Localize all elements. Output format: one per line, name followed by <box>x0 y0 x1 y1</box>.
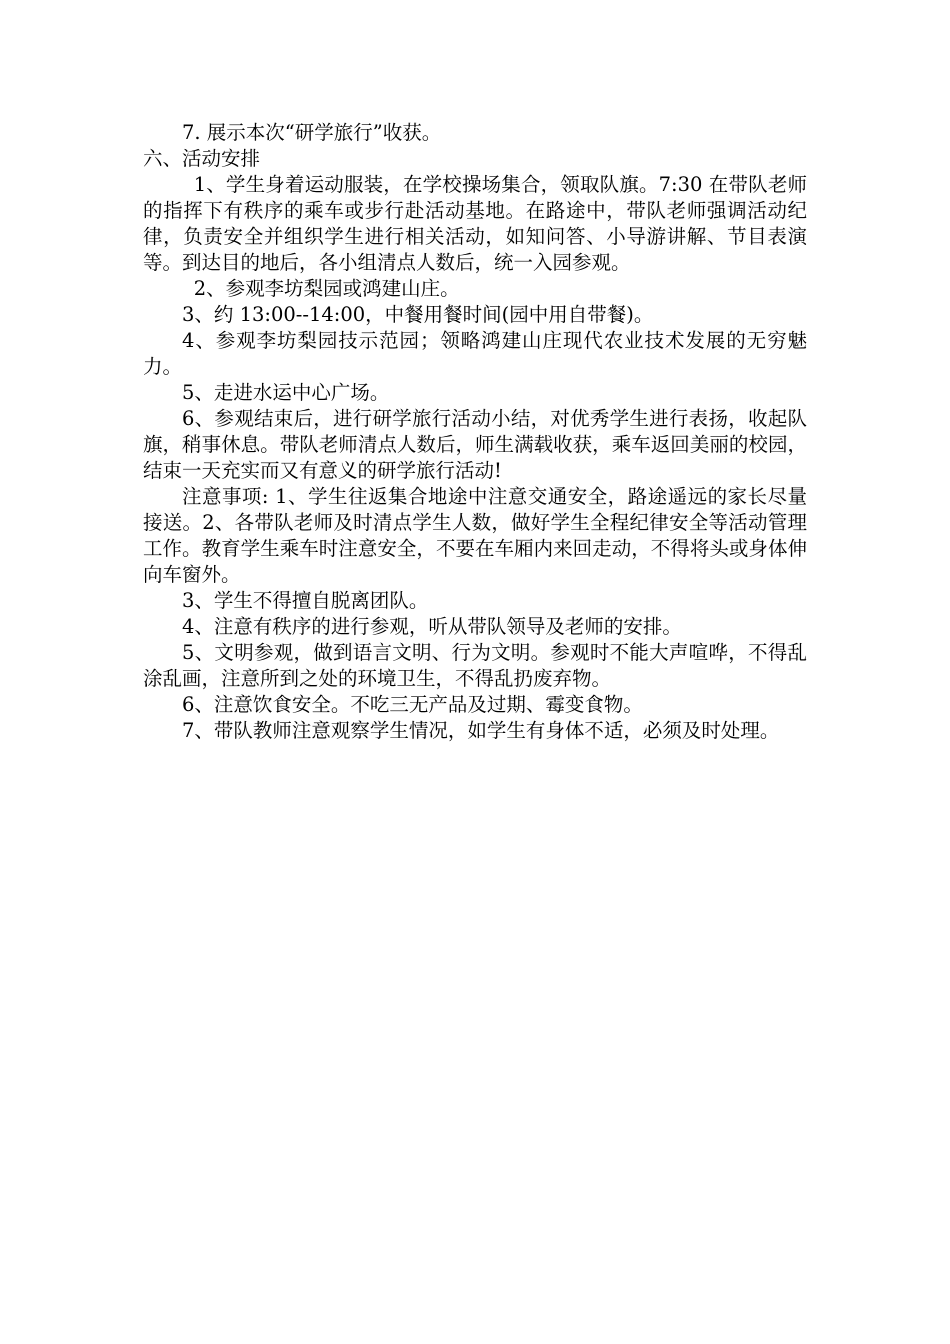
paragraph-arrangement-5: 5、走进水运中心广场。 <box>182 381 390 404</box>
paragraph-note-6: 6、注意饮食安全。不吃三无产品及过期、霉变食物。 <box>182 693 643 716</box>
paragraph-arrangement-6: 6、参观结束后，进行研学旅行活动小结，对优秀学生进行表扬，收起队旗，稍事休息。带队老师清点人数后，师生满载收获，乘车返回美丽的校园，结束一天充实而又有意义的研学旅行活动! <box>143 407 807 482</box>
paragraph-arrangement-3: 3、约 13:00--14:00，中餐用餐时间(园中用自带餐)。 <box>182 303 654 326</box>
paragraph-notes: 注意事项: 1、学生往返集合地途中注意交通安全，路途遥远的家长尽量接送。2、各带队老师及时清点学生人数，做好学生全程纪律安全等活动管理工作。教育学生乘车时注意安全，不要在车厢内来回走动，不得将头或身体伸向车窗外。 <box>143 485 807 586</box>
document-body <box>143 120 807 744</box>
paragraph-note-4: 4、注意有秩序的进行参观，听从带队领导及老师的安排。 <box>182 615 682 638</box>
section-heading-activity-arrangement: 六、活动安排 <box>143 147 261 170</box>
paragraph-arrangement-1: 1、学生身着运动服装，在学校操场集合，领取队旗。7:30 在带队老师的指挥下有秩序的乘车或步行赴活动基地。在路途中，带队老师强调活动纪律，负责安全并组织学生进行相关活动，如知问答、小导游讲解、节目表演等。到达目的地后，各小组清点人数后，统一入园参观。 <box>143 173 807 274</box>
paragraph-arrangement-4: 4、参观李坊梨园技示范园；领略鸿建山庄现代农业技术发展的无穷魅力。 <box>143 329 807 378</box>
paragraph-harvest-display: 7. 展示本次“研学旅行”收获。 <box>182 121 442 144</box>
paragraph-note-7: 7、带队教师注意观察学生情况，如学生有身体不适，必须及时处理。 <box>182 719 780 742</box>
paragraph-arrangement-2: 2、参观李坊梨园或鸿建山庄。 <box>193 277 460 300</box>
paragraph-note-3: 3、学生不得擅自脱离团队。 <box>182 589 429 612</box>
paragraph-note-5: 5、文明参观，做到语言文明、行为文明。参观时不能大声喧哗，不得乱涂乱画，注意所到之处的环境卫生，不得乱扔废弃物。 <box>143 641 807 690</box>
